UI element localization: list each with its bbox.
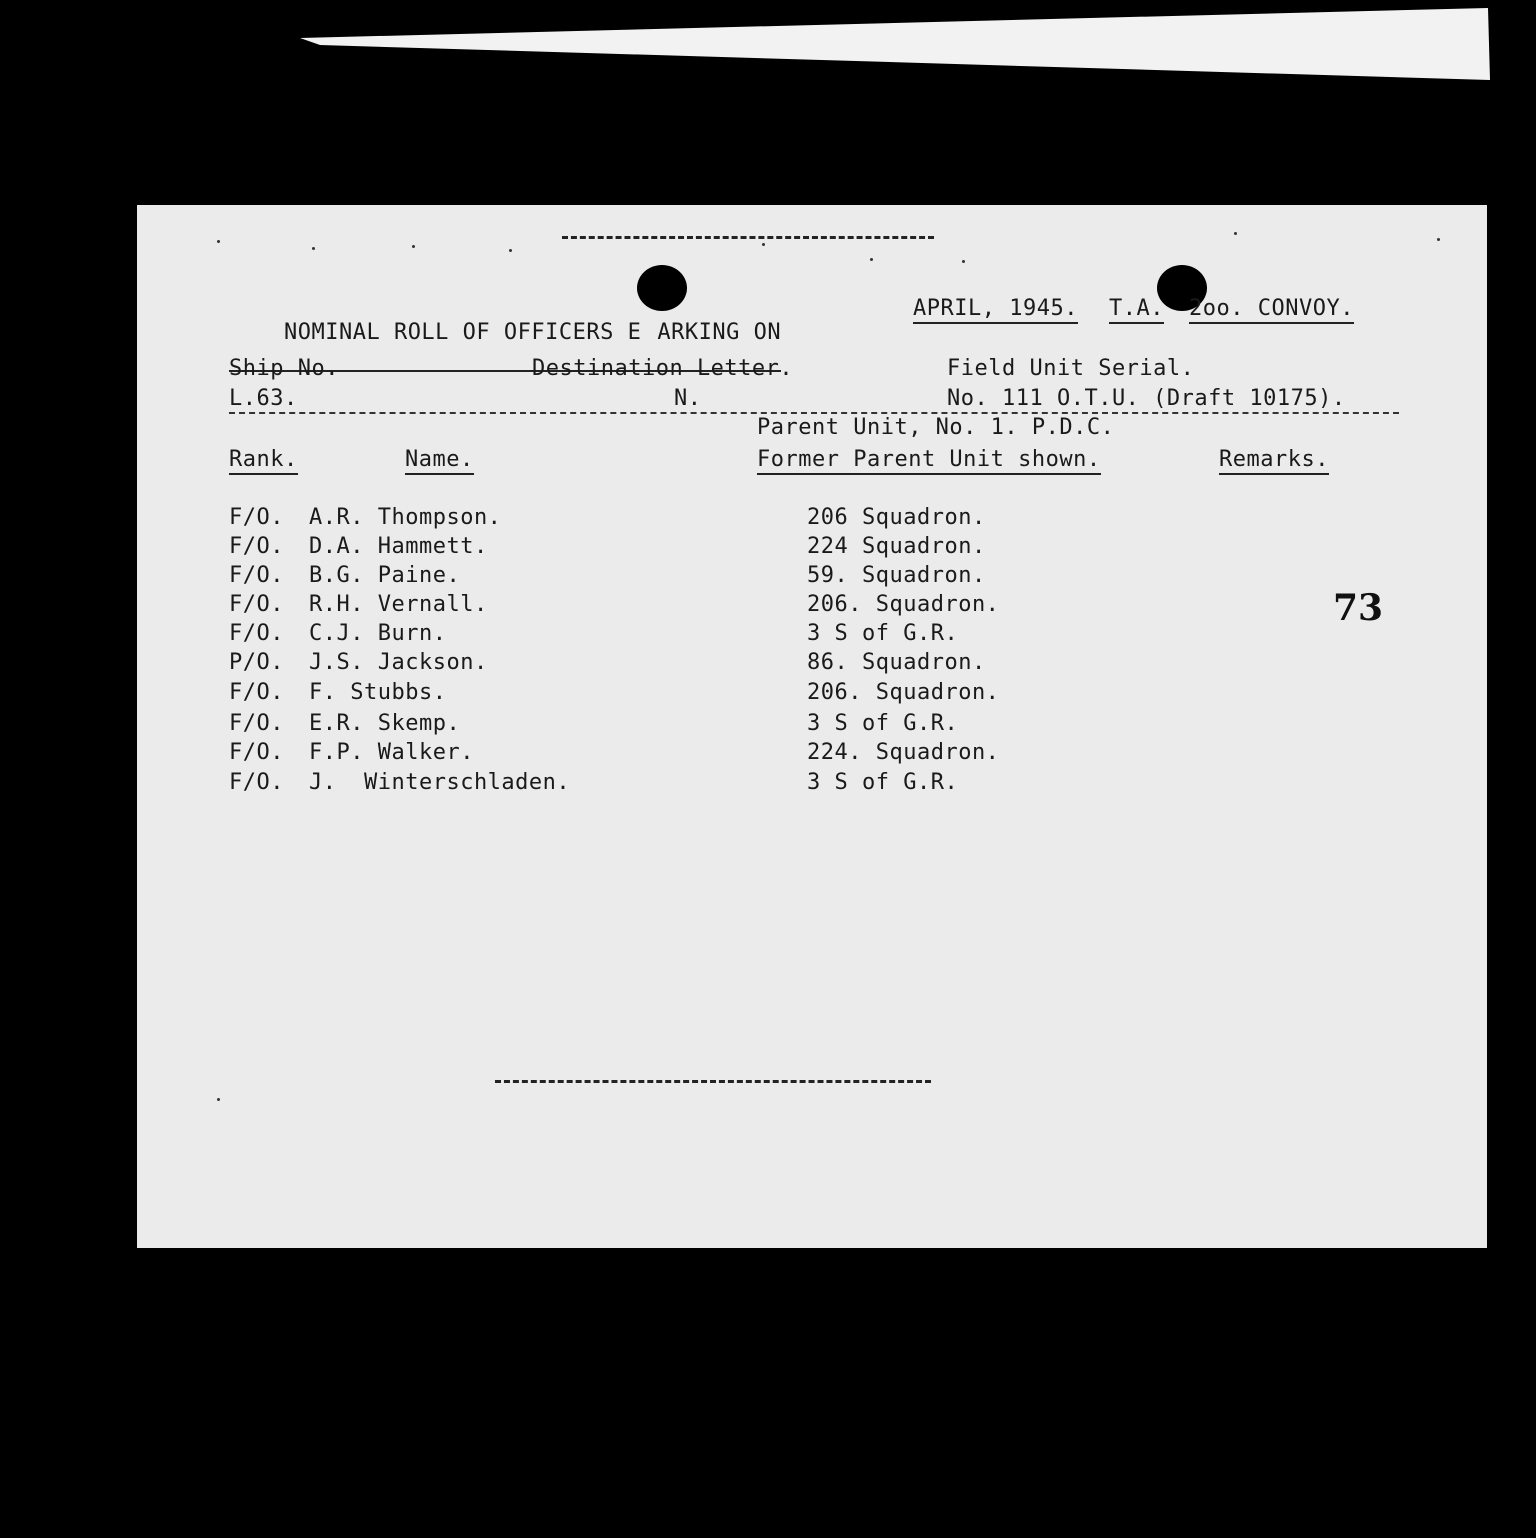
speck xyxy=(217,1098,220,1101)
officer-parent-unit: 206 Squadron. xyxy=(807,505,986,530)
ship-label: Ship No. xyxy=(229,356,339,381)
parent-unit-line1: Parent Unit, No. 1. P.D.C. xyxy=(757,415,1115,440)
officer-parent-unit: 3 S of G.R. xyxy=(807,711,959,736)
officer-parent-unit: 206. Squadron. xyxy=(807,592,1000,617)
officer-rank: F/O. xyxy=(229,680,284,705)
title-convoy: 2oo. CONVOY. xyxy=(1189,297,1354,324)
officer-name: F. Stubbs. xyxy=(309,680,447,705)
ship-value: L.63. xyxy=(229,386,298,411)
speck xyxy=(1437,238,1440,241)
officer-parent-unit: 206. Squadron. xyxy=(807,680,1000,705)
officer-parent-unit: 224. Squadron. xyxy=(807,740,1000,765)
list-item xyxy=(137,593,1487,622)
list-item xyxy=(137,681,1487,710)
officer-parent-unit: 3 S of G.R. xyxy=(807,621,959,646)
list-item xyxy=(137,506,1487,535)
officer-name: J.S. Jackson. xyxy=(309,650,488,675)
destination-value: N. xyxy=(674,386,702,411)
officer-rank: F/O. xyxy=(229,505,284,530)
speck xyxy=(412,245,415,248)
field-serial-value: No. 111 O.T.U. (Draft 10175). xyxy=(947,386,1346,411)
officer-rank: F/O. xyxy=(229,563,284,588)
bottom-divider xyxy=(495,1080,931,1083)
destination-label: Destination Letter. xyxy=(532,356,794,381)
page-number-stamp: 73 xyxy=(1333,587,1384,629)
title-date: APRIL, 1945. xyxy=(913,297,1078,324)
title-left: NOMINAL ROLL OF OFFICERS E xyxy=(283,320,642,345)
officer-name: D.A. Hammett. xyxy=(309,534,488,559)
list-item xyxy=(137,712,1487,741)
officer-rank: F/O. xyxy=(229,621,284,646)
officer-parent-unit: 3 S of G.R. xyxy=(807,770,959,795)
top-divider xyxy=(562,236,934,239)
name-header: Name. xyxy=(405,448,474,475)
rank-header: Rank. xyxy=(229,448,298,475)
officer-name: A.R. Thompson. xyxy=(309,505,502,530)
list-item xyxy=(137,564,1487,593)
officer-parent-unit: 224 Squadron. xyxy=(807,534,986,559)
document-sheet xyxy=(137,205,1487,1248)
speck xyxy=(217,240,220,243)
officer-rank: P/O. xyxy=(229,650,284,675)
officer-parent-unit: 59. Squadron. xyxy=(807,563,986,588)
speck xyxy=(762,243,765,246)
officer-name: J. Winterschladen. xyxy=(309,770,571,795)
officer-name: B.G. Paine. xyxy=(309,563,461,588)
officer-rank: F/O. xyxy=(229,534,284,559)
list-item xyxy=(137,622,1487,651)
speck xyxy=(509,249,512,252)
officer-rank: F/O. xyxy=(229,711,284,736)
officer-name: E.R. Skemp. xyxy=(309,711,461,736)
officer-name: C.J. Burn. xyxy=(309,621,447,646)
list-item xyxy=(137,651,1487,680)
list-item xyxy=(137,771,1487,800)
field-serial-label: Field Unit Serial. xyxy=(947,356,1195,381)
speck xyxy=(1234,232,1237,235)
speck xyxy=(962,260,965,263)
info-underline xyxy=(229,412,1399,414)
list-item xyxy=(137,741,1487,770)
remarks-header: Remarks. xyxy=(1219,448,1329,475)
officer-rank: F/O. xyxy=(229,770,284,795)
list-item xyxy=(137,535,1487,564)
officer-rank: F/O. xyxy=(229,740,284,765)
officer-parent-unit: 86. Squadron. xyxy=(807,650,986,675)
paper-strip-shape xyxy=(300,0,1536,90)
speck xyxy=(870,258,873,261)
parent-unit-line2: Former Parent Unit shown. xyxy=(757,448,1101,475)
speck xyxy=(312,247,315,250)
officer-name: R.H. Vernall. xyxy=(309,592,488,617)
officer-rank: F/O. xyxy=(229,592,284,617)
title-ta: T.A. xyxy=(1109,297,1164,324)
officer-name: F.P. Walker. xyxy=(309,740,474,765)
title-mid: ARKING ON xyxy=(657,320,782,345)
